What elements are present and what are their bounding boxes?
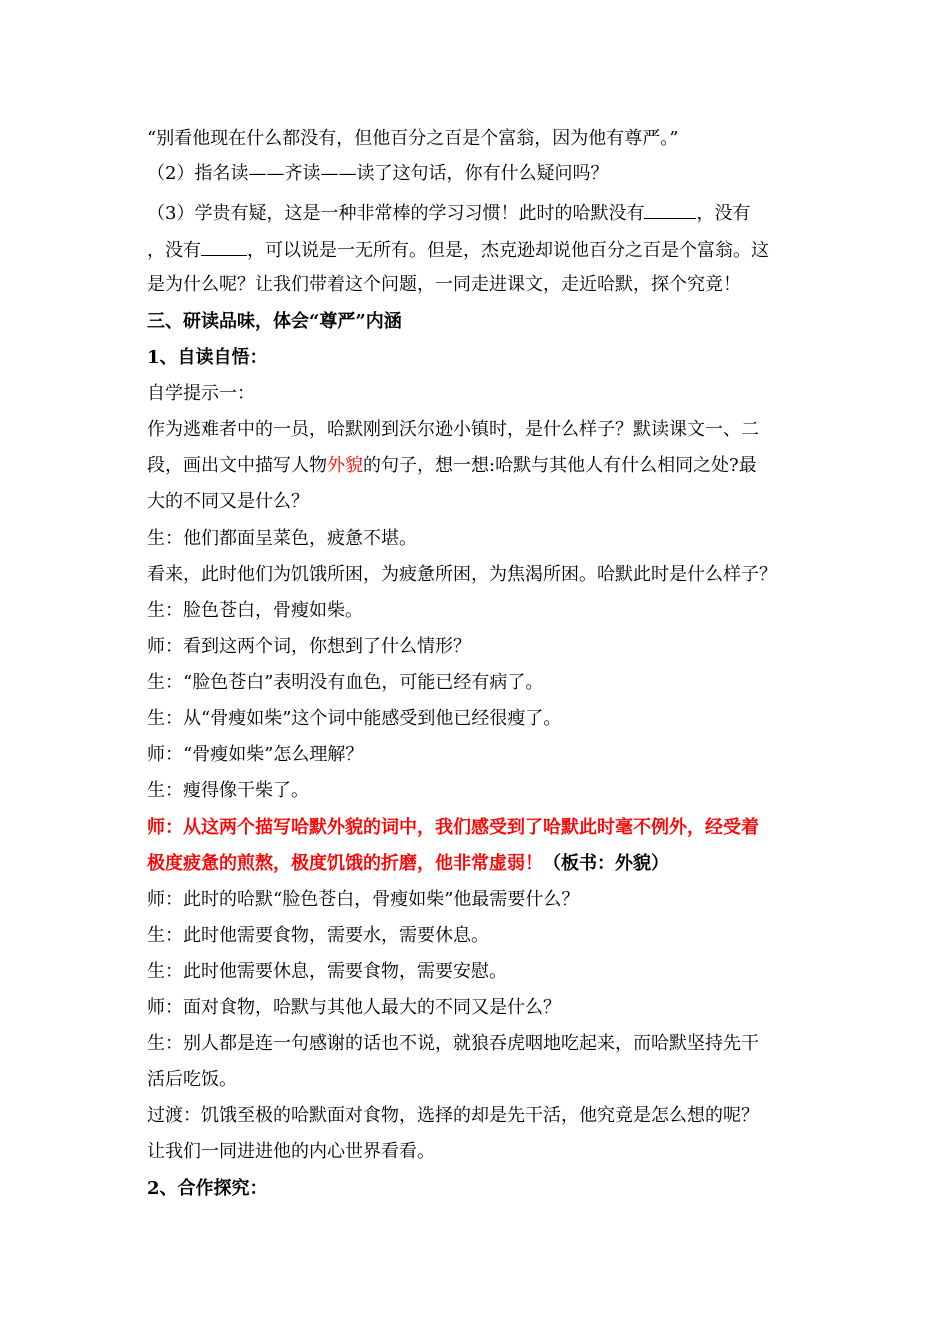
dialogue-line: 师：面对食物，哈默与其他人最大的不同又是什么？ — [147, 997, 561, 1018]
transition-line: 过渡：饥饿至极的哈默面对食物，选择的却是先干活，他究竟是怎么想的呢？ — [147, 1105, 759, 1126]
subsection2-heading: 2、合作探究： — [147, 1178, 268, 1199]
dialogue-line: 生：他们都面呈菜色，疲惫不堪。 — [147, 528, 417, 549]
step3-line-2 — [147, 237, 769, 263]
dialogue-line: 看来，此时他们为饥饿所困，为疲惫所困，为焦渴所困。哈默此时是什么样子？ — [147, 564, 777, 585]
dialogue-line: 师：看到这两个词，你想到了什么情形？ — [147, 636, 471, 657]
prompt-line-b — [147, 454, 757, 478]
highlight-appearance: 外貌 — [327, 455, 363, 476]
transition-line: 让我们一同进进他的内心世界看看。 — [147, 1141, 435, 1162]
dialogue-line: 生：瘦得像干柴了。 — [147, 780, 309, 801]
subsection1-heading: 1、自读自悟： — [147, 347, 268, 368]
step2-line: （2）指名读——齐读——读了这句话，你有什么疑问吗？ — [147, 163, 609, 184]
fill-blank-2 — [201, 237, 247, 256]
prompt-title: 自学提示一： — [147, 383, 255, 404]
dialogue-line: 生：“脸色苍白”表明没有血色，可能已经有病了。 — [147, 672, 544, 693]
dialogue-line: 活后吃饭。 — [147, 1069, 237, 1090]
dialogue-line: 生：脸色苍白，骨瘦如柴。 — [147, 600, 363, 621]
emphasis-line-a: 师：从这两个描写哈默外貌的词中，我们感受到了哈默此时毫不例外，经受着 — [147, 817, 759, 838]
step3-text-c: ，没有 — [147, 240, 201, 261]
step3-text-b: ，没有 — [696, 203, 751, 224]
dialogue-line: 生：此时他需要食物，需要水，需要休息。 — [147, 925, 489, 946]
dialogue-line: 生：别人都是连一句感谢的话也不说，就狼吞虎咽地吃起来，而哈默坚持先干 — [147, 1033, 759, 1054]
dialogue-line: 师：此时的哈默“脸色苍白，骨瘦如柴”他最需要什么？ — [147, 889, 580, 910]
step3-text-a: （3）学贵有疑，这是一种非常棒的学习习惯！此时的哈默没有 — [147, 203, 645, 224]
prompt-text-b1: 段，画出文中描写人物 — [147, 455, 327, 476]
emphasis-line-b — [147, 852, 669, 876]
prompt-text-b2: 的句子，想一想:哈默与其他人有什么相同之处?最 — [363, 455, 757, 476]
step3-line-1 — [147, 200, 750, 226]
step3-text-d: ，可以说是一无所有。但是，杰克逊却说他百分之百是个富翁。这 — [247, 240, 769, 261]
dialogue-line: 生：从“骨瘦如柴”这个词中能感受到他已经很瘦了。 — [147, 708, 562, 729]
fill-blank-1 — [644, 200, 696, 219]
dialogue-line: 师：“骨瘦如柴”怎么理解？ — [147, 744, 364, 765]
quote-line: “别看他现在什么都没有，但他百分之百是个富翁，因为他有尊严。” — [147, 128, 679, 149]
board-note: （板书：外貌） — [543, 853, 669, 874]
prompt-line-c: 大的不同又是什么？ — [147, 491, 309, 512]
section3-heading: 三、研读品味，体会“尊严”内涵 — [147, 311, 402, 332]
step3-line-3: 是为什么呢？让我们带着这个问题，一同走进课文，走近哈默，探个究竟！ — [147, 274, 741, 295]
prompt-line-a: 作为逃难者中的一员，哈默刚到沃尔逊小镇时，是什么样子？默读课文一、二 — [147, 419, 759, 440]
emphasis-text-b: 极度疲惫的煎熬，极度饥饿的折磨，他非常虚弱！ — [147, 853, 543, 874]
dialogue-line: 生：此时他需要休息，需要食物，需要安慰。 — [147, 961, 507, 982]
